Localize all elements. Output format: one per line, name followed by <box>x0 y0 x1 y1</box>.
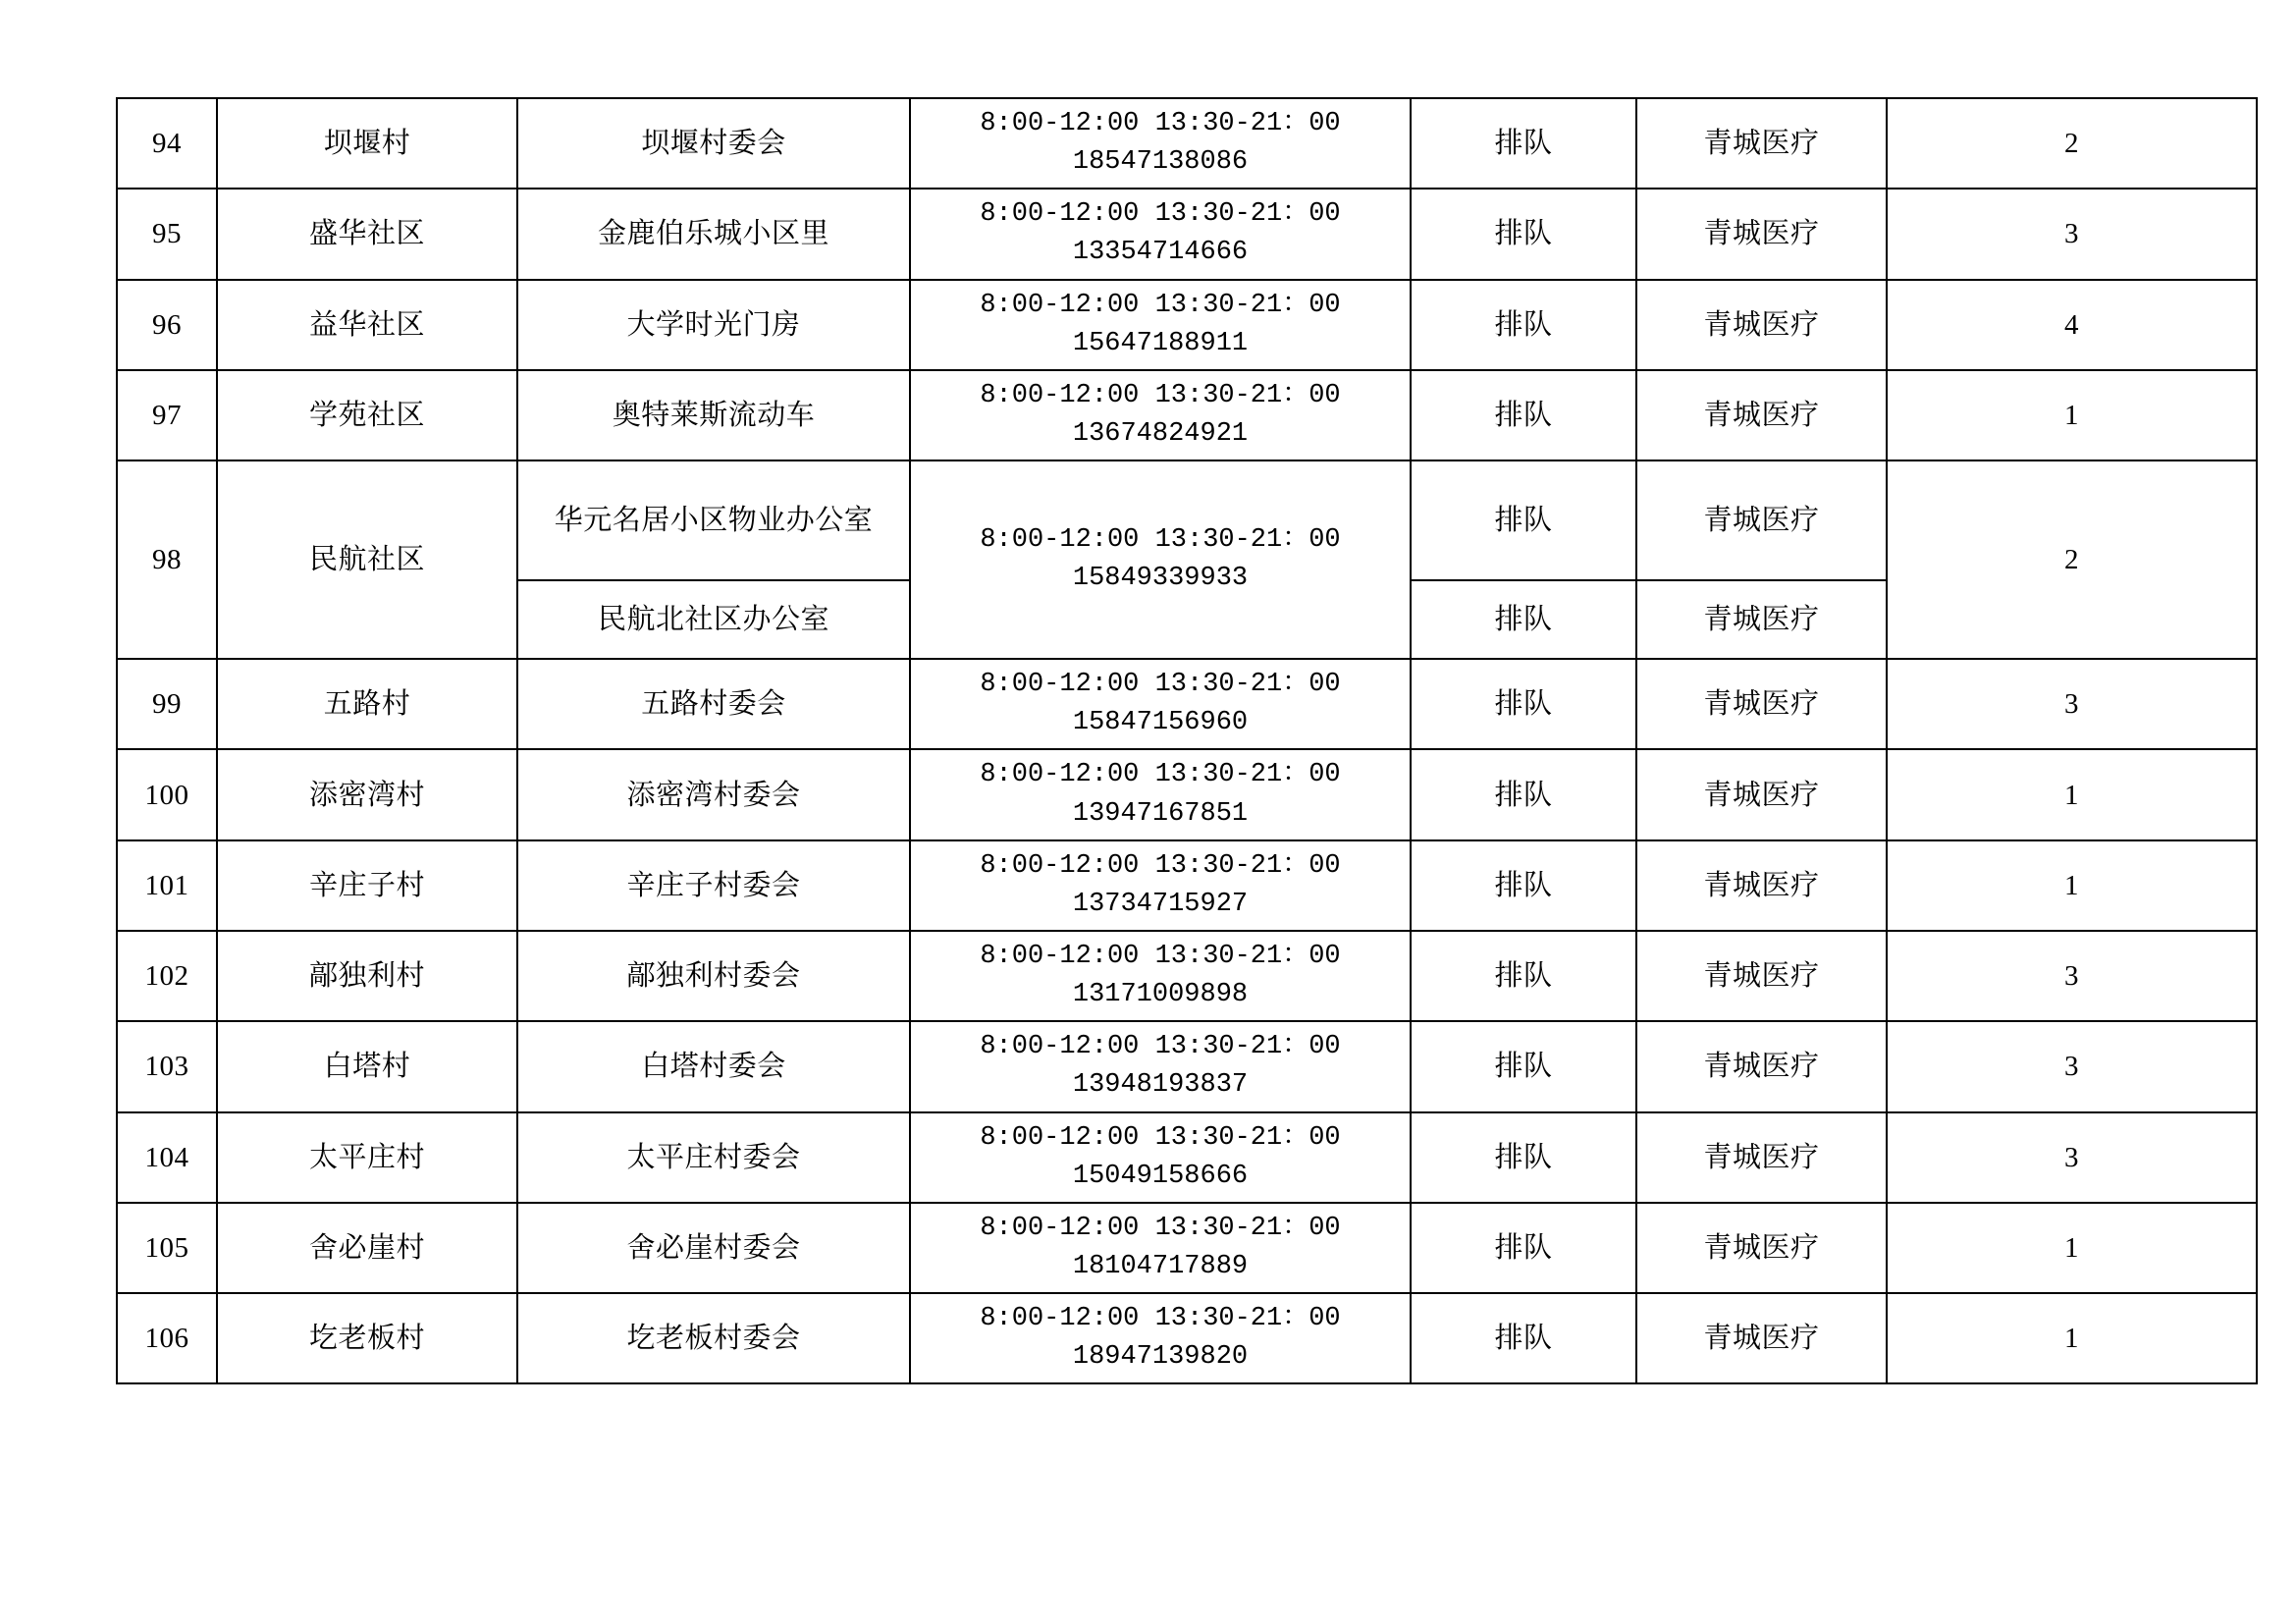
row-site: 添密湾村委会 <box>517 749 910 839</box>
table-row <box>117 370 2257 460</box>
row-area: 舍必崖村 <box>217 1203 517 1293</box>
row-index: 99 <box>117 659 217 749</box>
row-time-phone <box>910 1112 1411 1203</box>
row-time-phone <box>910 840 1411 931</box>
row-time-phone <box>910 1021 1411 1111</box>
row-site: 鄗独利村委会 <box>517 931 910 1021</box>
row-index: 98 <box>117 460 217 659</box>
row-mode: 排队 <box>1411 460 1636 580</box>
row-org: 青城医疗 <box>1636 659 1887 749</box>
row-area: 坝堰村 <box>217 98 517 189</box>
service-time: 8:00-12:00 13:30-21：00 <box>980 941 1341 971</box>
table-row <box>117 659 2257 749</box>
row-count: 3 <box>1887 189 2257 279</box>
row-area: 鄗独利村 <box>217 931 517 1021</box>
row-site: 圪老板村委会 <box>517 1293 910 1383</box>
row-org: 青城医疗 <box>1636 280 1887 370</box>
contact-phone: 13948193837 <box>1072 1070 1249 1101</box>
table-row <box>117 1112 2257 1203</box>
row-mode: 排队 <box>1411 189 1636 279</box>
row-org: 青城医疗 <box>1636 749 1887 839</box>
row-site: 白塔村委会 <box>517 1021 910 1111</box>
service-time: 8:00-12:00 13:30-21：00 <box>980 760 1341 790</box>
row-index: 96 <box>117 280 217 370</box>
service-time: 8:00-12:00 13:30-21：00 <box>980 380 1341 410</box>
row-mode: 排队 <box>1411 1021 1636 1111</box>
row-time-phone <box>910 370 1411 460</box>
row-index: 94 <box>117 98 217 189</box>
table-row <box>117 1203 2257 1293</box>
row-index: 104 <box>117 1112 217 1203</box>
service-time: 8:00-12:00 13:30-21：00 <box>980 1213 1341 1243</box>
row-org-secondary: 青城医疗 <box>1636 580 1887 659</box>
table-container <box>116 97 2187 1384</box>
row-site: 辛庄子村委会 <box>517 840 910 931</box>
row-org: 青城医疗 <box>1636 840 1887 931</box>
row-org: 青城医疗 <box>1636 1112 1887 1203</box>
row-area: 添密湾村 <box>217 749 517 839</box>
contact-phone: 18547138086 <box>1072 147 1249 178</box>
row-site: 华元名居小区物业办公室 <box>517 460 910 580</box>
row-site: 五路村委会 <box>517 659 910 749</box>
row-count: 1 <box>1887 840 2257 931</box>
table-row <box>117 1293 2257 1383</box>
table-row <box>117 460 2257 580</box>
row-index: 105 <box>117 1203 217 1293</box>
row-mode: 排队 <box>1411 659 1636 749</box>
row-site-secondary: 民航北社区办公室 <box>517 580 910 659</box>
row-index: 103 <box>117 1021 217 1111</box>
row-index: 101 <box>117 840 217 931</box>
table-row <box>117 280 2257 370</box>
row-area: 民航社区 <box>217 460 517 659</box>
row-mode: 排队 <box>1411 98 1636 189</box>
row-site: 大学时光门房 <box>517 280 910 370</box>
row-count: 4 <box>1887 280 2257 370</box>
row-index: 102 <box>117 931 217 1021</box>
row-time-phone <box>910 460 1411 659</box>
row-area: 白塔村 <box>217 1021 517 1111</box>
row-area: 五路村 <box>217 659 517 749</box>
row-time-phone <box>910 189 1411 279</box>
contact-phone: 13674824921 <box>1072 418 1249 449</box>
row-org: 青城医疗 <box>1636 189 1887 279</box>
row-time-phone <box>910 749 1411 839</box>
row-org: 青城医疗 <box>1636 370 1887 460</box>
contact-phone: 15647188911 <box>1072 328 1249 358</box>
row-count: 3 <box>1887 659 2257 749</box>
row-site: 太平庄村委会 <box>517 1112 910 1203</box>
row-time-phone <box>910 931 1411 1021</box>
row-time-phone <box>910 659 1411 749</box>
row-index: 97 <box>117 370 217 460</box>
row-org: 青城医疗 <box>1636 98 1887 189</box>
row-org: 青城医疗 <box>1636 460 1887 580</box>
service-time: 8:00-12:00 13:30-21：00 <box>980 850 1341 881</box>
service-time: 8:00-12:00 13:30-21：00 <box>980 524 1341 555</box>
row-mode-secondary: 排队 <box>1411 580 1636 659</box>
service-time: 8:00-12:00 13:30-21：00 <box>980 1032 1341 1062</box>
row-count: 3 <box>1887 931 2257 1021</box>
row-count: 1 <box>1887 1293 2257 1383</box>
table-row <box>117 840 2257 931</box>
row-count: 1 <box>1887 1203 2257 1293</box>
table-row <box>117 98 2257 189</box>
row-area: 太平庄村 <box>217 1112 517 1203</box>
contact-phone: 13947167851 <box>1072 798 1249 829</box>
contact-phone: 15849339933 <box>1072 564 1249 594</box>
contact-phone: 13734715927 <box>1072 889 1249 919</box>
service-time: 8:00-12:00 13:30-21：00 <box>980 199 1341 230</box>
contact-phone: 15049158666 <box>1072 1161 1249 1191</box>
row-org: 青城医疗 <box>1636 1021 1887 1111</box>
row-count: 3 <box>1887 1112 2257 1203</box>
contact-phone: 13171009898 <box>1072 980 1249 1010</box>
table-row <box>117 749 2257 839</box>
row-index: 106 <box>117 1293 217 1383</box>
row-time-phone <box>910 1293 1411 1383</box>
row-time-phone <box>910 98 1411 189</box>
service-time: 8:00-12:00 13:30-21：00 <box>980 1304 1341 1334</box>
row-mode: 排队 <box>1411 1293 1636 1383</box>
row-time-phone <box>910 280 1411 370</box>
row-area: 圪老板村 <box>217 1293 517 1383</box>
table-row <box>117 931 2257 1021</box>
contact-phone: 15847156960 <box>1072 708 1249 738</box>
row-mode: 排队 <box>1411 1112 1636 1203</box>
contact-phone: 13354714666 <box>1072 238 1249 268</box>
row-count: 2 <box>1887 98 2257 189</box>
sampling-points-table <box>116 97 2258 1384</box>
service-time: 8:00-12:00 13:30-21：00 <box>980 1122 1341 1153</box>
row-org: 青城医疗 <box>1636 1203 1887 1293</box>
service-time: 8:00-12:00 13:30-21：00 <box>980 109 1341 138</box>
row-mode: 排队 <box>1411 749 1636 839</box>
contact-phone: 18104717889 <box>1072 1251 1249 1281</box>
row-mode: 排队 <box>1411 280 1636 370</box>
row-count: 2 <box>1887 460 2257 659</box>
row-org: 青城医疗 <box>1636 931 1887 1021</box>
contact-phone: 18947139820 <box>1072 1342 1249 1373</box>
row-mode: 排队 <box>1411 1203 1636 1293</box>
table-row <box>117 1021 2257 1111</box>
row-site: 奥特莱斯流动车 <box>517 370 910 460</box>
row-time-phone <box>910 1203 1411 1293</box>
table-row <box>117 189 2257 279</box>
row-index: 95 <box>117 189 217 279</box>
service-time: 8:00-12:00 13:30-21：00 <box>980 290 1341 320</box>
row-area: 学苑社区 <box>217 370 517 460</box>
row-mode: 排队 <box>1411 370 1636 460</box>
row-area: 辛庄子村 <box>217 840 517 931</box>
row-site: 坝堰村委会 <box>517 98 910 189</box>
row-area: 盛华社区 <box>217 189 517 279</box>
row-index: 100 <box>117 749 217 839</box>
row-count: 1 <box>1887 749 2257 839</box>
row-mode: 排队 <box>1411 931 1636 1021</box>
row-area: 益华社区 <box>217 280 517 370</box>
row-org: 青城医疗 <box>1636 1293 1887 1383</box>
row-site: 舍必崖村委会 <box>517 1203 910 1293</box>
service-time: 8:00-12:00 13:30-21：00 <box>980 670 1341 700</box>
row-mode: 排队 <box>1411 840 1636 931</box>
row-site: 金鹿伯乐城小区里 <box>517 189 910 279</box>
row-count: 3 <box>1887 1021 2257 1111</box>
row-count: 1 <box>1887 370 2257 460</box>
